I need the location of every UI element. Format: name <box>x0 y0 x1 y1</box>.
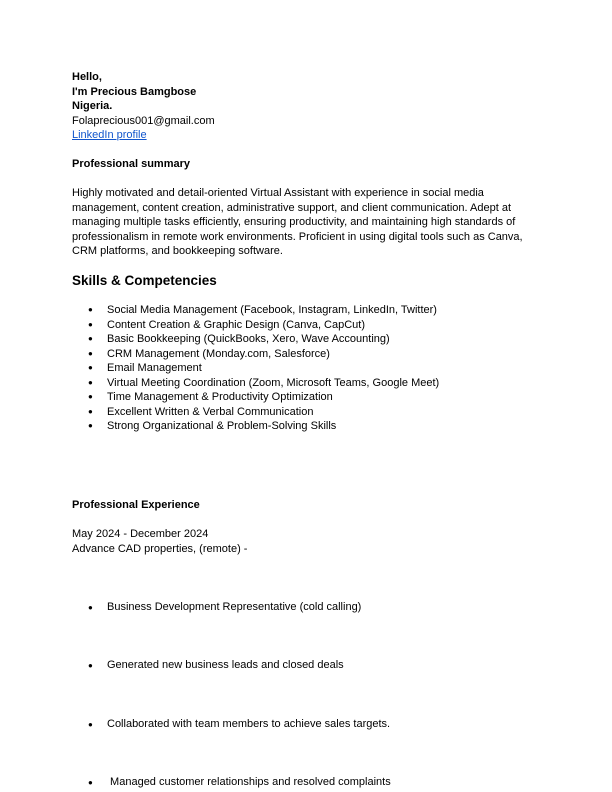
list-item: ● Virtual Meeting Coordination (Zoom, Microsoft Teams, Google Meet) <box>72 376 439 391</box>
summary-line: Highly motivated and detail-oriented Virtual Assistant with experience in social media <box>72 187 484 199</box>
list-item: ● Email Management <box>72 361 439 376</box>
list-item: ● Strong Organizational & Problem-Solving Skills <box>72 419 439 434</box>
skills-list <box>72 303 439 434</box>
name: I'm Precious Bamgbose <box>72 85 197 98</box>
experience-title: Professional Experience <box>72 499 200 511</box>
list-item: ● Generated new business leads and closed deals <box>72 651 391 680</box>
summary-title: Professional summary <box>72 158 190 170</box>
skills-title: Skills & Competencies <box>72 273 217 288</box>
list-item: ● Social Media Management (Facebook, Instagram, LinkedIn, Twitter) <box>72 303 439 318</box>
experience-company: Advance CAD properties, (remote) - <box>72 542 248 555</box>
experience-list <box>72 564 391 792</box>
list-item: ● CRM Management (Monday.com, Salesforce) <box>72 347 439 362</box>
list-item: ● Content Creation & Graphic Design (Canva, CapCut) <box>72 318 439 333</box>
country: Nigeria. <box>72 100 113 113</box>
list-item: ● Basic Bookkeeping (QuickBooks, Xero, Wave Accounting) <box>72 332 439 347</box>
list-item: ● Managed customer relationships and resolved complaints <box>72 768 391 792</box>
summary-line: professionalism in remote work environments. Proficient in using digital tools such as Canva, <box>72 230 523 243</box>
list-item: ● Time Management & Productivity Optimization <box>72 390 439 405</box>
experience-meta <box>72 527 247 556</box>
contact-block <box>72 70 215 143</box>
list-item: ● Excellent Written & Verbal Communication <box>72 405 439 420</box>
email: Folaprecious001@gmail.com <box>72 114 215 127</box>
list-item: ● Collaborated with team members to achieve sales targets. <box>72 710 391 739</box>
greeting: Hello, <box>72 71 102 83</box>
summary-line: managing multiple tasks efficiently, ensuring productivity, and maintaining high standards of <box>72 216 516 229</box>
list-item: ● Business Development Representative (cold calling) <box>72 593 391 622</box>
summary-line: management, content creation, administrative support, and client communication. Adept at <box>72 201 512 214</box>
summary-line: CRM platforms, and bookkeeping software. <box>72 245 283 258</box>
linkedin-link[interactable]: LinkedIn profile <box>72 129 147 142</box>
summary-text <box>72 186 523 259</box>
experience-dates: May 2024 - December 2024 <box>72 528 209 540</box>
